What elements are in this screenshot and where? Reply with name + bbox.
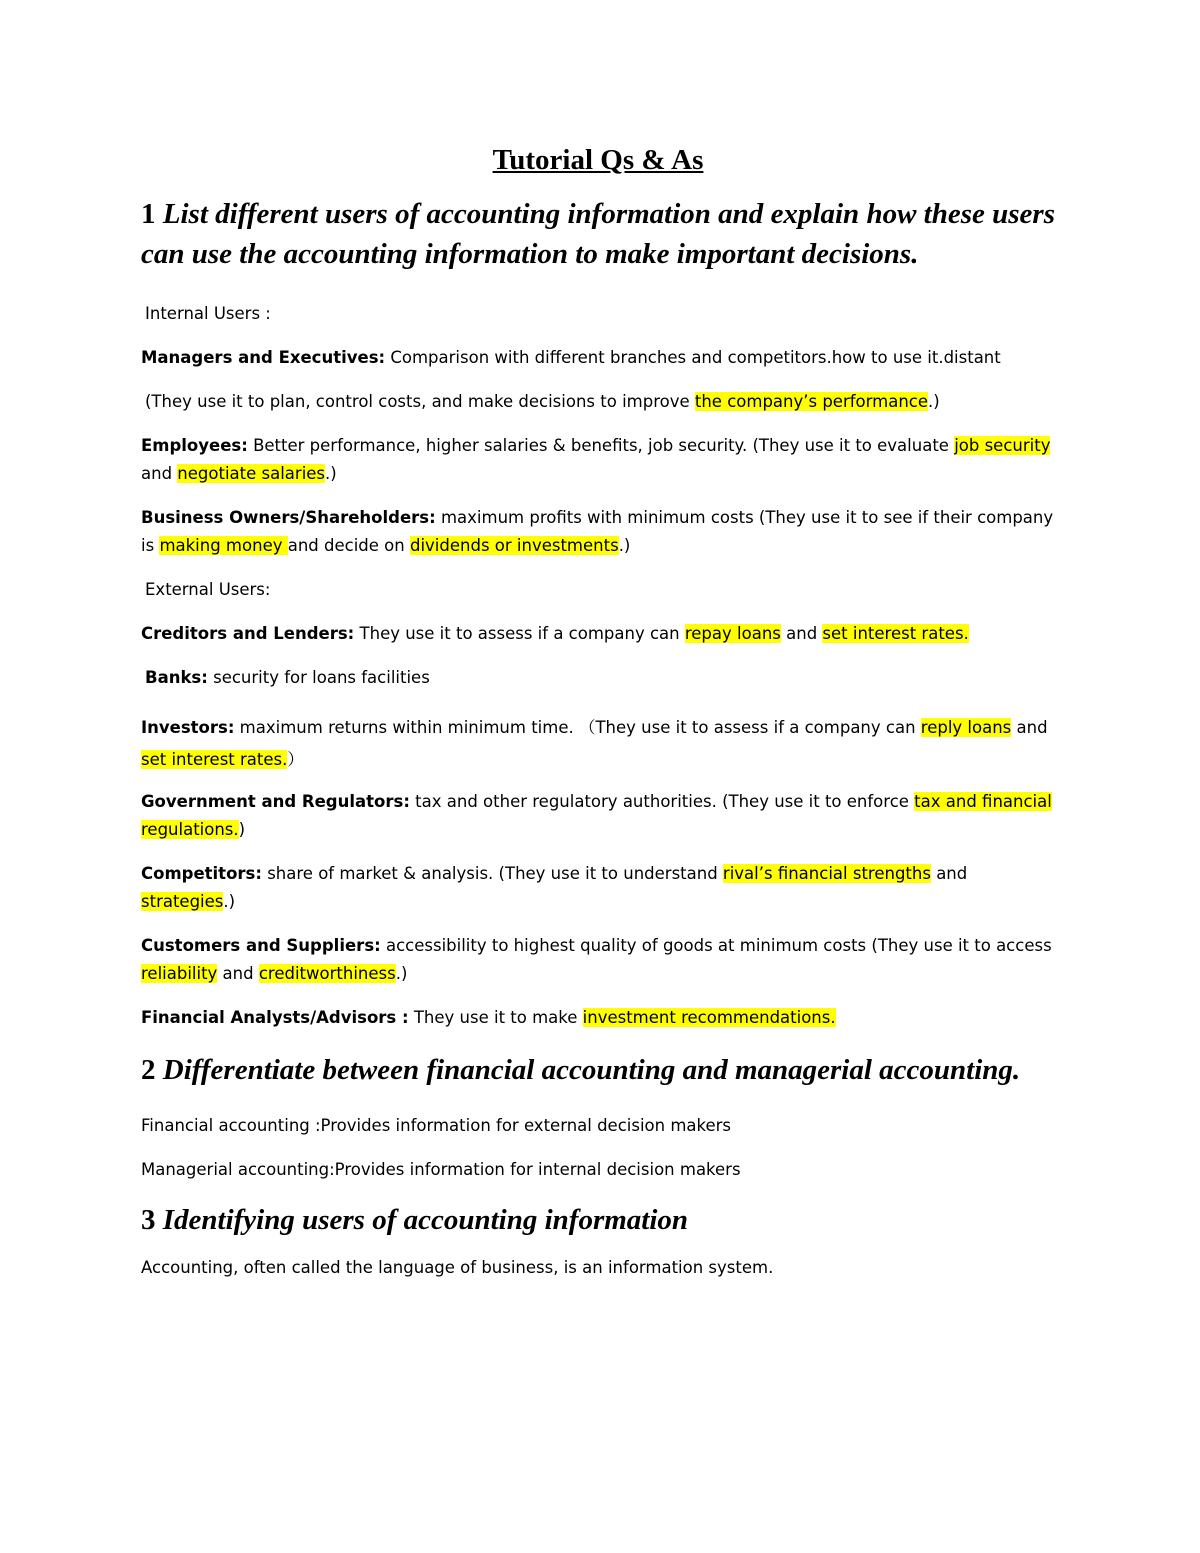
government-end: ) [238, 820, 246, 839]
customers-highlight-2: creditworthiness [258, 964, 396, 983]
investors-text: maximum returns within minimum time. （They use it to assess if a company can [234, 718, 921, 737]
competitors-text: share of market & analysis. (They use it to understand [261, 864, 723, 883]
managers-text: Comparison with different branches and competitors.how to use it.distant [385, 348, 1001, 367]
question-2-text: Differentiate between financial accounting and managerial accounting. [162, 1054, 1021, 1086]
investors-mid: and [1011, 718, 1048, 737]
customers-end: .) [395, 964, 408, 983]
owners-highlight-1: making money [159, 536, 288, 555]
employees-text: Better performance, higher salaries & benefits, job security. (They use it to evaluate [247, 436, 955, 455]
managers-highlight: the company’s performance [694, 392, 929, 411]
owners-end: .) [618, 536, 631, 555]
document-content [141, 138, 1055, 1282]
managers-end: .) [928, 392, 940, 411]
competitors-label: Competitors: [141, 864, 262, 883]
customers-label: Customers and Suppliers: [141, 936, 381, 955]
banks-entry [141, 664, 1055, 692]
competitors-end: .) [223, 892, 236, 911]
government-label: Government and Regulators: [141, 792, 410, 811]
banks-text: security for loans facilities [207, 668, 430, 687]
employees-entry [141, 432, 1055, 488]
owners-highlight-2: dividends or investments [409, 536, 619, 555]
investors-highlight-2: set interest rates. [141, 750, 288, 769]
managers-usage-text: (They use it to plan, control costs, and make decisions to improve [145, 392, 695, 411]
customers-highlight-1: reliability [141, 964, 218, 983]
external-users-heading: External Users: [145, 580, 271, 599]
creditors-text: They use it to assess if a company can [354, 624, 685, 643]
question-3-heading [141, 1200, 1055, 1240]
question-3-number: 3 [141, 1204, 156, 1236]
banks-label: Banks: [145, 668, 208, 687]
government-highlight: tax and financial regulations. [141, 792, 1052, 839]
creditors-entry [141, 620, 1055, 648]
employees-mid: and [141, 464, 178, 483]
analysts-label: Financial Analysts/Advisors : [141, 1008, 409, 1027]
competitors-mid: and [930, 864, 968, 883]
owners-entry [141, 504, 1055, 560]
page-title: Tutorial Qs & As [492, 144, 704, 176]
managerial-accounting-line: Managerial accounting:Provides information for internal decision makers [141, 1160, 741, 1179]
question-2-heading [141, 1050, 1055, 1090]
employees-highlight-2: negotiate salaries [177, 464, 326, 483]
question-1-number: 1 [141, 198, 156, 230]
accounting-definition-line: Accounting, often called the language of business, is an information system. [141, 1258, 774, 1277]
owners-mid: and decide on [287, 536, 410, 555]
investors-label: Investors: [141, 718, 235, 737]
government-text: tax and other regulatory authorities. (They use it to enforce [409, 792, 915, 811]
financial-accounting-line: Financial accounting :Provides information for external decision makers [141, 1116, 732, 1135]
question-3-text: Identifying users of accounting information [162, 1204, 689, 1236]
competitors-highlight-2: strategies [141, 892, 224, 911]
owners-label: Business Owners/Shareholders: [141, 508, 436, 527]
question-2-number: 2 [141, 1054, 156, 1086]
creditors-label: Creditors and Lenders: [141, 624, 355, 643]
analysts-highlight: investment recommendations. [582, 1008, 836, 1027]
investors-entry [141, 712, 1055, 776]
question-1-heading [141, 194, 1055, 274]
internal-users-heading: Internal Users : [145, 304, 271, 323]
customers-text: accessibility to highest quality of goods at minimum costs (They use it to access [380, 936, 1052, 955]
investors-end: ） [287, 750, 304, 769]
analysts-entry [141, 1004, 1055, 1032]
competitors-highlight-1: rival’s financial strengths [722, 864, 931, 883]
creditors-highlight-1: repay loans [684, 624, 781, 643]
government-entry [141, 788, 1055, 844]
customers-mid: and [217, 964, 259, 983]
managers-usage [141, 388, 1055, 416]
managers-entry [141, 344, 1055, 372]
question-1-text: List different users of accounting information and explain how these users can use the accounting information to make important decisions. [141, 198, 1055, 270]
managers-label: Managers and Executives: [141, 348, 386, 367]
creditors-mid: and [780, 624, 823, 643]
analysts-text: They use it to make [408, 1008, 583, 1027]
customers-entry [141, 932, 1055, 988]
employees-highlight-1: job security [954, 436, 1051, 455]
investors-highlight-1: reply loans [920, 718, 1012, 737]
owners-text: maximum profits with minimum costs (They use it to see if their company is [141, 508, 1054, 555]
competitors-entry [141, 860, 1055, 916]
employees-label: Employees: [141, 436, 248, 455]
creditors-highlight-2: set interest rates. [822, 624, 969, 643]
employees-end: .) [325, 464, 337, 483]
